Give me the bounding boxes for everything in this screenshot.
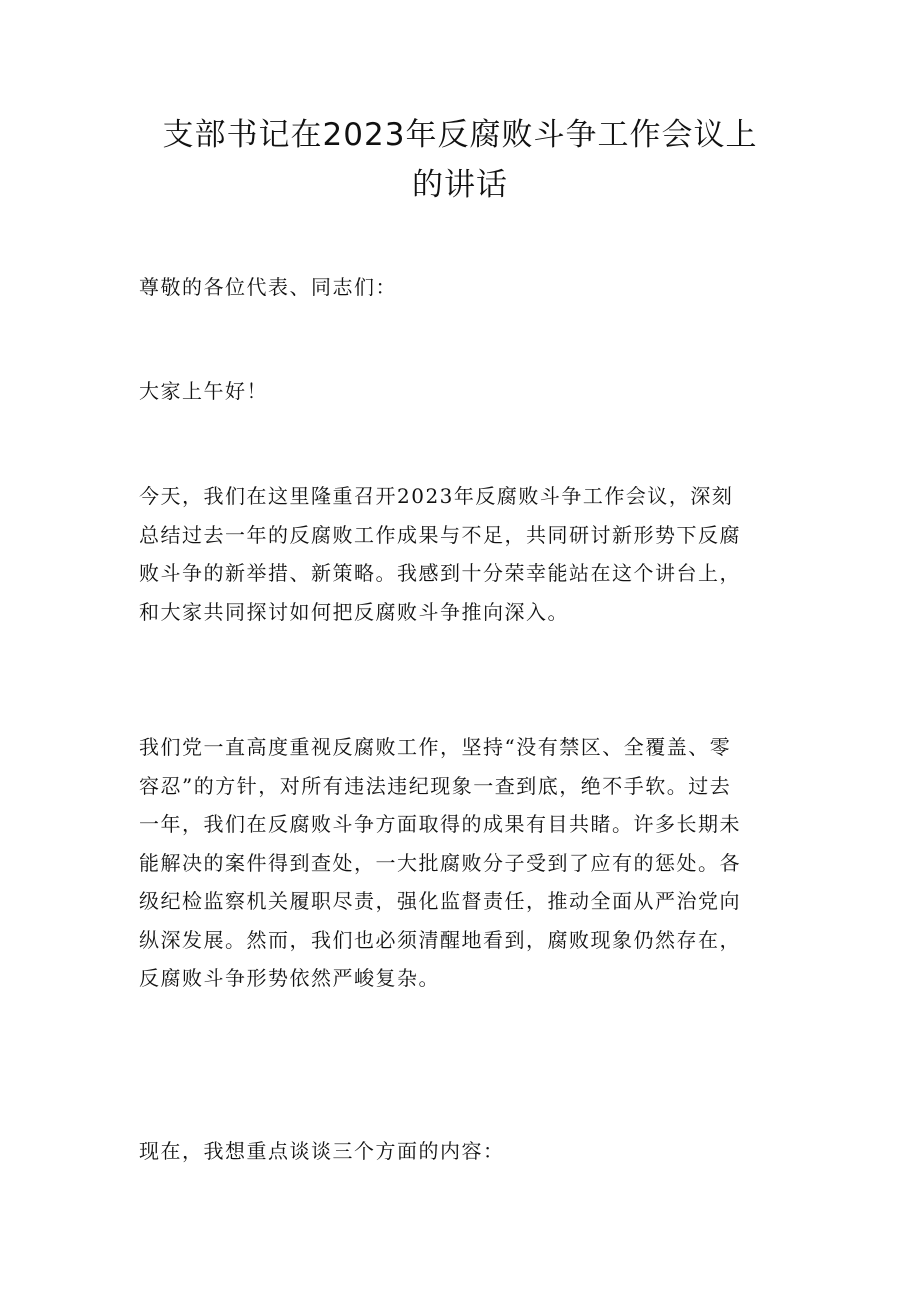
paragraph-line: 现在，我想重点谈谈三个方面的内容：	[139, 1139, 505, 1163]
paragraph-line: 级纪检监察机关履职尽责，强化监督责任，推动全面从严治党向	[139, 889, 741, 913]
paragraph-line: 败斗争的新举措、新策略。我感到十分荣幸能站在这个讲台上，	[139, 561, 741, 585]
document-title	[120, 110, 800, 210]
paragraph-line: 纵深发展。然而，我们也必须清醒地看到，腐败现象仍然存在，	[139, 927, 741, 952]
paragraph-line: 一年，我们在反腐败斗争方面取得的成果有目共睹。许多长期未	[139, 812, 741, 836]
paragraph-line: 我们党一直高度重视反腐败工作，坚持“没有禁区、全覆盖、零	[139, 735, 732, 759]
paragraph-line: 和大家共同探讨如何把反腐败斗争推向深入。	[139, 599, 569, 624]
title-line-1: 支部书记在2023年反腐败斗争工作会议上	[162, 117, 758, 153]
paragraph-line: 尊敬的各位代表、同志们：	[139, 275, 397, 299]
paragraph-line: 反腐败斗争形势依然严峻复杂。	[139, 966, 440, 990]
opening-paragraph	[139, 477, 799, 631]
greeting-paragraph	[139, 372, 799, 411]
paragraph-line: 今天，我们在这里隆重召开2023年反腐败斗争工作会议，深刻	[139, 484, 734, 508]
salutation-paragraph	[139, 268, 799, 307]
review-paragraph	[139, 728, 799, 998]
paragraph-line: 总结过去一年的反腐败工作成果与不足，共同研讨新形势下反腐	[139, 522, 741, 547]
paragraph-line: 容忍”的方针，对所有违法违纪现象一查到底，绝不手软。过去	[139, 773, 732, 798]
title-line-2: 的讲话	[412, 167, 508, 203]
paragraph-line: 大家上午好！	[139, 379, 268, 403]
paragraph-line: 能解决的案件得到查处，一大批腐败分子受到了应有的惩处。各	[139, 850, 741, 875]
transition-paragraph	[139, 1132, 799, 1171]
